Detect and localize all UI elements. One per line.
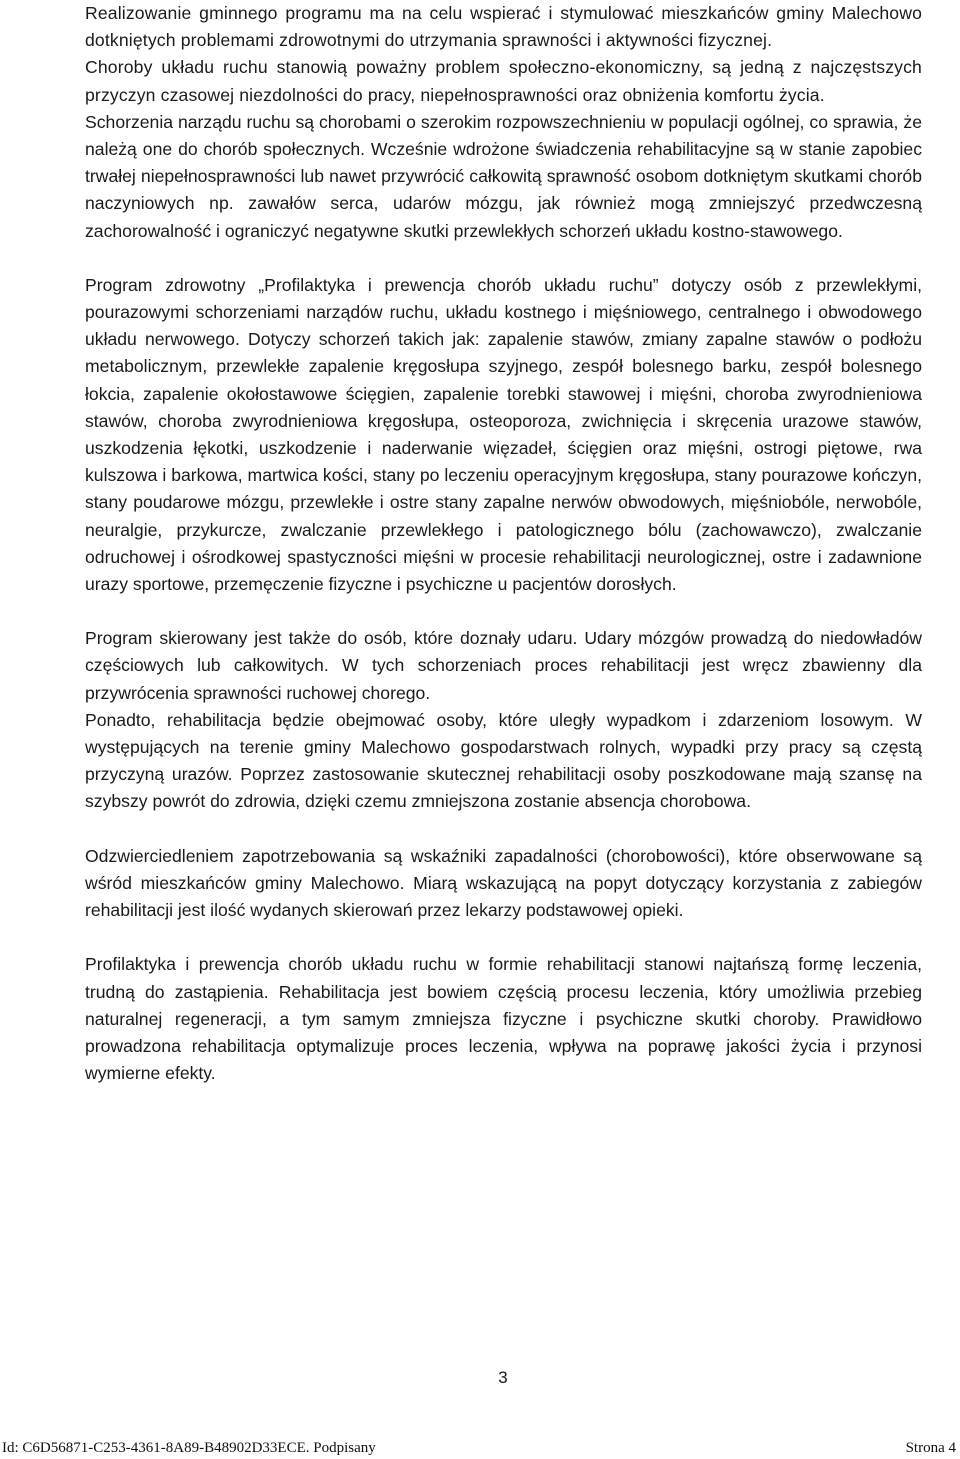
paragraph-stroke: Program skierowany jest także do osób, które doznały udaru. Udary mózgów prowadzą do niedowładów częściowych lub całkowitych. W tych schorzeniach proces rehabilitacji jest wręcz zbawienny dla przywrócenia sprawności ruchowej chorego. xyxy=(85,628,922,703)
paragraph-gap xyxy=(85,598,922,625)
paragraph-gap xyxy=(85,924,922,951)
paragraph-diseases: Choroby układu ruchu stanowią poważny problem społeczno-ekonomiczny, są jedną z najczęstszych przyczyn czasowej niezdolności do pracy, niepełnosprawności oraz obniżenia komfortu życia. xyxy=(85,57,922,105)
paragraph-gap xyxy=(85,245,922,272)
paragraph-prevention: Profilaktyka i prewencja chorób układu ruchu w formie rehabilitacji stanowi najtańszą formę leczenia, trudną do zastąpienia. Rehabilitacja jest bowiem częścią procesu leczenia, który umożliwia przebieg naturalnej regeneracji, a tym samym zmniejsza fizyczne i psychiczne skutki choroby. Prawidłowo prowadzona rehabilitacja optymalizuje proces leczenia, wpływa na poprawę jakości życia i przynosi wymierne efekty. xyxy=(85,954,922,1084)
paragraph-program-scope: Program zdrowotny „Profilaktyka i prewencja chorób układu ruchu” dotyczy osób z przewlekłymi, pourazowymi schorzeniami narządów ruchu, układu kostnego i mięśniowego, centralnego i obwodowego układu nerwowego. Dotyczy schorzeń takich jak: zapalenie stawów, zmiany zapalne stawów o podłożu metabolicznym, przewlekłe zapalenie kręgosłupa szyjnego, zespół bolesnego barku, zespół bolesnego łokcia, zapalenie okołostawowe ścięgien, zapalenie torebki stawowej i mięśni, choroba zwyrodnieniowa stawów, choroba zwyrodnieniowa kręgosłupa, osteoporoza, zwichnięcia i skręcenia urazowe stawów, uszkodzenia łękotki, uszkodzenie i naderwanie więzadeł, ścięgien oraz mięśni, ostrogi piętowe, rwa kulszowa i barkowa, martwica kości, stany po leczeniu operacyjnym kręgosłupa, stany pourazowe kończyn, stany poudarowe mózgu, przewlekłe i ostre stany zapalne nerwów obwodowych, mięśniobóle, nerwobóle, neuralgie, przykurcze, zwalczanie przewlekłego i patologicznego bólu (zachowawczo), zwalczanie odruchowej i ośrodkowej spastyczności mięśni w procesie rehabilitacji neurologicznej, ostre i zadawnione urazy sportowe, przemęczenie fizyczne i psychiczne u pacjentów dorosłych. xyxy=(85,274,922,595)
document-body xyxy=(85,0,922,1087)
footer-document-id: Id: C6D56871-C253-4361-8A89-B48902D33ECE. Podpisany xyxy=(2,1440,376,1456)
paragraph-accidents: Ponadto, rehabilitacja będzie obejmować osoby, które uległy wypadkom i zdarzeniom losowym. W występujących na terenie gminy Malechowo gospodarstwach rolnych, wypadki przy pracy są częstą przyczyną urazów. Poprzez zastosowanie skutecznej rehabilitacji osoby poszkodowane mają szansę na szybszy powrót do zdrowia, dzięki czemu zmniejszona zostanie absencja chorobowa. xyxy=(85,709,922,812)
page-number: 3 xyxy=(498,1368,508,1387)
footer xyxy=(2,1439,956,1457)
paragraph-gap xyxy=(85,816,922,843)
paragraph-goal: Realizowanie gminnego programu ma na celu wspierać i stymulować mieszkańców gminy Malechowo dotkniętych problemami zdrowotnymi do utrzymania sprawności i aktywności fizycznej. xyxy=(85,3,922,51)
footer-page-label: Strona 4 xyxy=(905,1440,956,1456)
paragraph-indicators: Odzwierciedleniem zapotrzebowania są wskaźniki zapadalności (chorobowości), które obserwowane są wśród mieszkańców gminy Malechowo. Miarą wskazującą na popyt dotyczący korzystania z zabiegów rehabilitacji jest ilość wydanych skierowań przez lekarzy podstawowej opieki. xyxy=(85,845,922,921)
paragraph-disorders: Schorzenia narządu ruchu są chorobami o szerokim rozpowszechnieniu w populacji ogólnej, co sprawia, że należą one do chorób społecznych. Wcześnie wdrożone świadczenia rehabilitacyjne są w stanie zapobiec trwałej niepełnosprawności lub nawet przywrócić całkowitą sprawność osobom dotkniętym skutkami chorób naczyniowych np. zawałów serca, udarów mózgu, jak również mogą zmniejszyć przedwczesną zachorowalność i ograniczyć negatywne skutki przewlekłych schorzeń układu kostno-stawowego. xyxy=(85,111,922,241)
